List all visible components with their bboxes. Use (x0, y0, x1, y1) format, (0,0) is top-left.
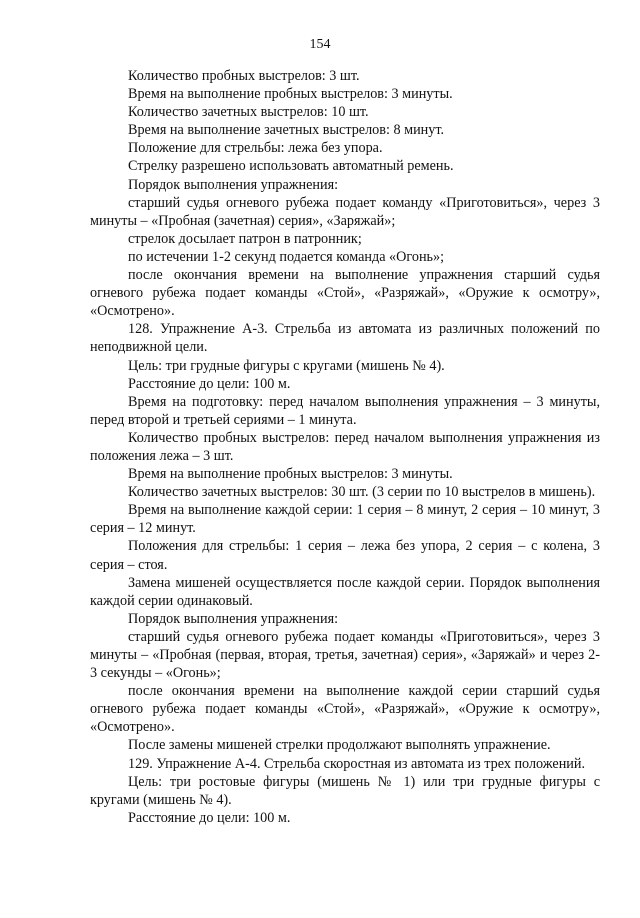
paragraph: Время на выполнение зачетных выстрелов: 8 минут. (128, 122, 445, 139)
paragraph: Время на выполнение пробных выстрелов: 3 минуты. (128, 466, 453, 483)
section-heading-129: 129. Упражнение А-4. Стрельба скоростная из автомата из трех положений. (128, 755, 586, 772)
page-number: 154 (309, 37, 331, 52)
paragraph: Количество пробных выстрелов: перед началом выполнения упражнения из положения лежа – 3 шт. (90, 429, 600, 464)
paragraph: Положение для стрельбы: лежа без упора. (128, 140, 383, 157)
paragraph: Количество зачетных выстрелов: 10 шт. (128, 104, 369, 121)
paragraph: Цель: три грудные фигуры с кругами (мишень № 4). (128, 357, 445, 374)
paragraph: Время на выполнение пробных выстрелов: 3 минуты. (128, 86, 453, 103)
paragraph: Расстояние до цели: 100 м. (128, 809, 291, 826)
paragraph: старший судья огневого рубежа подает команды «Приготовиться», через 3 минуты – «Пробная (первая, вторая, третья, зачетная) серия», «Заряжай» и через 2-3 секунды – «Огонь»; (90, 628, 600, 682)
paragraph: после окончания времени на выполнение упражнения старший судья огневого рубежа подает команды «Стой», «Разряжай», «Оружие к осмотру», «Осмотрено». (90, 267, 600, 320)
paragraph: После замены мишеней стрелки продолжают выполнять упражнение. (128, 737, 551, 754)
body-text (90, 67, 600, 827)
paragraph: Положения для стрельбы: 1 серия – лежа без упора, 2 серия – с колена, 3 серия – стоя. (90, 538, 600, 573)
paragraph: Количество зачетных выстрелов: 30 шт. (3 серии по 10 выстрелов в мишень). (128, 484, 596, 501)
paragraph: стрелок досылает патрон в патронник; (128, 230, 362, 247)
paragraph: Цель: три ростовые фигуры (мишень № 1) или три грудные фигуры с кругами (мишень № 4). (90, 773, 600, 808)
paragraph: по истечении 1-2 секунд подается команда «Огонь»; (128, 248, 445, 265)
paragraph: Замена мишеней осуществляется после каждой серии. Порядок выполнения каждой серии одинаковый. (90, 574, 600, 609)
paragraph: Расстояние до цели: 100 м. (128, 375, 291, 392)
paragraph: Время на выполнение каждой серии: 1 серия – 8 минут, 2 серия – 10 минут, 3 серия – 12 минут. (90, 502, 600, 537)
paragraph: после окончания времени на выполнение каждой серии старший судья огневого рубежа подает команды «Стой», «Разряжай», «Оружие к осмотру», «Осмотрено». (90, 683, 600, 736)
paragraph: Количество пробных выстрелов: 3 шт. (128, 68, 360, 84)
paragraph: Стрелку разрешено использовать автоматный ремень. (128, 158, 454, 175)
paragraph: Порядок выполнения упражнения: (128, 176, 339, 193)
paragraph: старший судья огневого рубежа подает команду «Приготовиться», через 3 минуты – «Пробная (зачетная) серия», «Заряжай»; (90, 194, 600, 229)
paragraph: Время на подготовку: перед началом выполнения упражнения – 3 минуты, перед второй и третьей сериями – 1 минута. (90, 393, 600, 428)
paragraph: Порядок выполнения упражнения: (128, 610, 339, 627)
section-heading-128: 128. Упражнение А-3. Стрельба из автомата из различных положений по неподвижной цели. (90, 321, 600, 356)
